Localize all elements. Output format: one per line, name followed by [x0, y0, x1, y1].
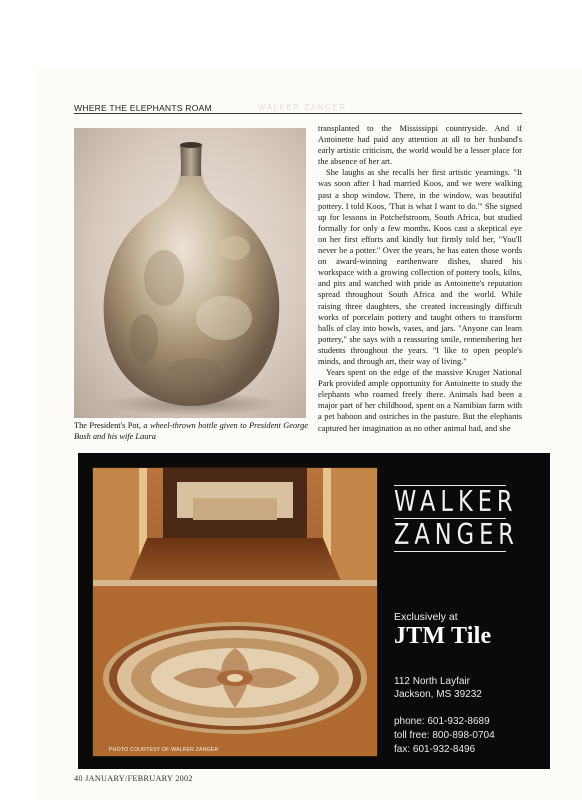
article-body	[318, 123, 522, 434]
photo-credit: PHOTO COURTESY OF WALKER ZANGER	[109, 747, 219, 753]
phone-number: phone: 601-932-8689	[394, 716, 490, 727]
store-name: JTM Tile	[394, 623, 492, 649]
header-rule	[74, 113, 522, 114]
ceramic-bottle-illustration	[74, 128, 306, 418]
bottle-photo	[74, 128, 306, 418]
show-through-text: WALKER ZANGER	[258, 103, 347, 112]
photo-caption	[74, 421, 308, 442]
caption-title: The President's Pot,	[74, 421, 142, 430]
running-head: WHERE THE ELEPHANTS ROAM	[74, 103, 212, 113]
article-paragraph: Years spent on the edge of the massive Kruger National Park provided ample opportunity for Antoinette to study the elephants who roamed freely there. Animals had been a major part of her childhood, spent on a Namibian farm with a pet baboon and ostriches in the pasture. But the elephants captured her imagination as no other animal had, and she	[318, 367, 522, 433]
exclusive-label: Exclusively at	[394, 611, 458, 623]
logo-word-walker: WALKER	[394, 485, 518, 519]
article-paragraph: She laughs as she recalls her first artistic yearnings. "It was soon after I had married Koos, and we were walking past a shop window. There, in the window, was beautiful pottery. I told Koos, 'That is what I want to do.'" She signed up for lessons in Potchefstroom, South Africa, but studied formally for only a few months. Koos cast a skeptical eye on her first efforts and kindly but firmly told her, "You'll never be a potter." Over the years, he has eaten those words on award-winning earthenware dishes, shared his workspace with a growing collection of pottery tools, kilns, and pits and watched with pride as Antoinette's reputation spread throughout South Africa and the world. While raising three daughters, she created increasingly difficult works of porcelain pottery and taught others to transform balls of clay into bowls, vases, and jars. "Anyone can learn pottery," she says with a reassuring smile, remembering her students throughout the years. "I like to open people's minds, and through art, their way of living."	[318, 167, 522, 366]
logo-word-zanger: ZANGER	[394, 518, 519, 552]
fax-number: fax: 601-932-8496	[394, 744, 476, 755]
advertisement	[78, 453, 550, 769]
caption-text: a wheel-thrown bottle given to President George Bush and his wife Laura	[74, 421, 308, 441]
address-line: Jackson, MS 39232	[394, 689, 482, 700]
address-line: 112 North Layfair	[394, 676, 470, 687]
contact-numbers	[394, 715, 495, 757]
page-folio: 40 JANUARY/FEBRUARY 2002	[74, 774, 193, 783]
ad-floor-photo	[92, 467, 378, 757]
tollfree-number: toll free: 800-898-0704	[394, 730, 495, 741]
article-paragraph: transplanted to the Mississippi countryside. And if Antoinette had paid any attention at all to her husband's early artistic criticism, the world would be a lesser place for the absence of her art.	[318, 123, 522, 167]
walker-zanger-logo	[394, 485, 519, 552]
store-address	[394, 675, 482, 701]
inlaid-floor-illustration	[93, 468, 377, 756]
